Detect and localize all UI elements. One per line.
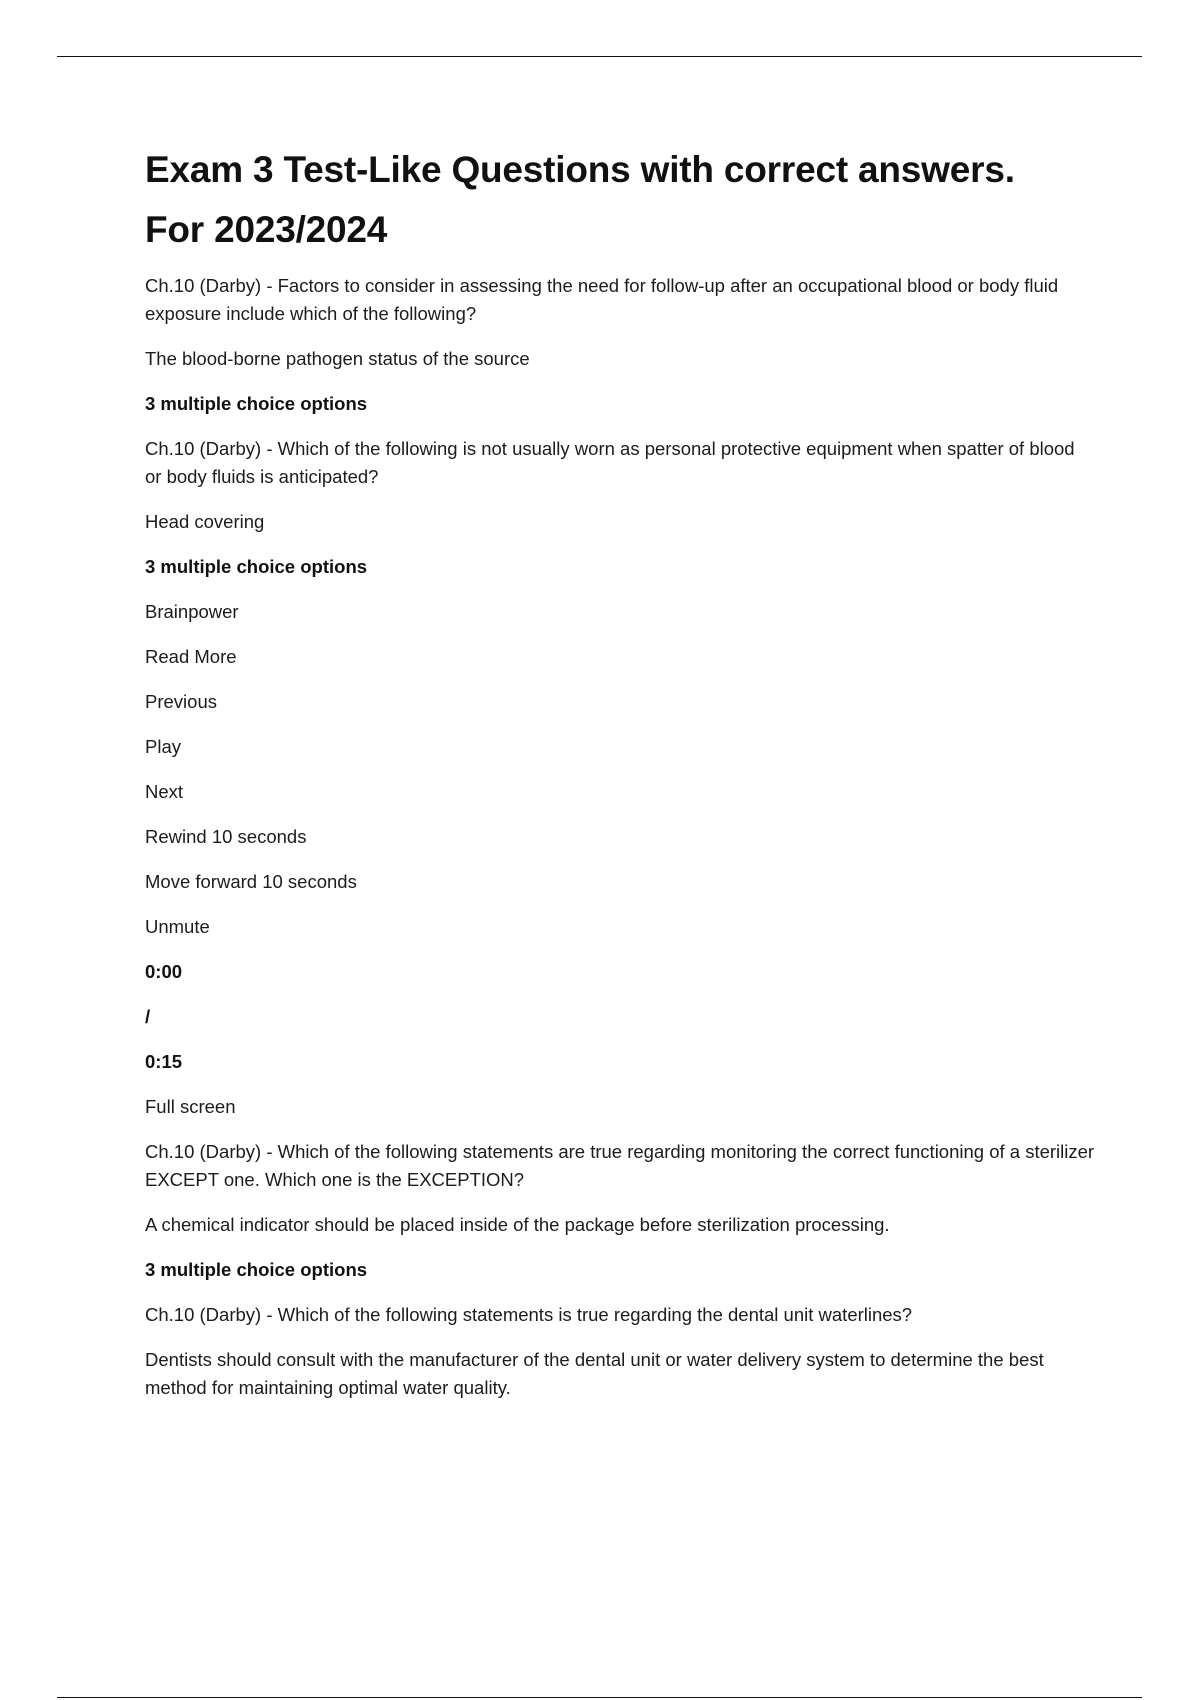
question-1-text: Ch.10 (Darby) - Factors to consider in assessing the need for follow-up after an occupational blood or body fluid exposure include which of the following? [145,275,1059,324]
question-3-options-note: 3 multiple choice options [145,1259,368,1280]
question-1-answer: The blood-borne pathogen status of the source [145,348,530,369]
forward-button[interactable]: Move forward 10 seconds [145,871,357,892]
title-line-1: Exam 3 Test-Like Questions with correct answers. [145,149,1015,190]
player-duration: 0:15 [145,1051,183,1072]
bottom-rule [57,1697,1142,1698]
question-1-options-note: 3 multiple choice options [145,393,368,414]
question-4-answer: Dentists should consult with the manufacturer of the dental unit or water delivery system to determine the best method for maintaining optimal water quality. [145,1349,1044,1398]
title-line-2: For 2023/2024 [145,209,388,250]
play-button[interactable]: Play [145,736,181,757]
player-current-time: 0:00 [145,961,183,982]
read-more-link[interactable]: Read More [145,646,237,667]
player-brand-label: Brainpower [145,601,239,622]
unmute-button[interactable]: Unmute [145,916,210,937]
rewind-button[interactable]: Rewind 10 seconds [145,826,307,847]
question-3-answer: A chemical indicator should be placed inside of the package before sterilization processing. [145,1214,890,1235]
question-2-options-note: 3 multiple choice options [145,556,368,577]
next-button[interactable]: Next [145,781,184,802]
fullscreen-button[interactable]: Full screen [145,1096,236,1117]
question-2-answer: Head covering [145,511,265,532]
player-time-separator: / [145,1006,151,1027]
question-4-text: Ch.10 (Darby) - Which of the following statements is true regarding the dental unit waterlines? [145,1304,913,1325]
question-3-text: Ch.10 (Darby) - Which of the following statements are true regarding monitoring the correct functioning of a sterilizer EXCEPT one. Which one is the EXCEPTION? [145,1141,1095,1190]
document-title [145,140,1095,260]
question-2-text: Ch.10 (Darby) - Which of the following is not usually worn as personal protective equipment when spatter of blood or body fluids is anticipated? [145,438,1075,487]
top-rule [57,56,1142,57]
document-body [145,140,1095,1419]
previous-button[interactable]: Previous [145,691,217,712]
